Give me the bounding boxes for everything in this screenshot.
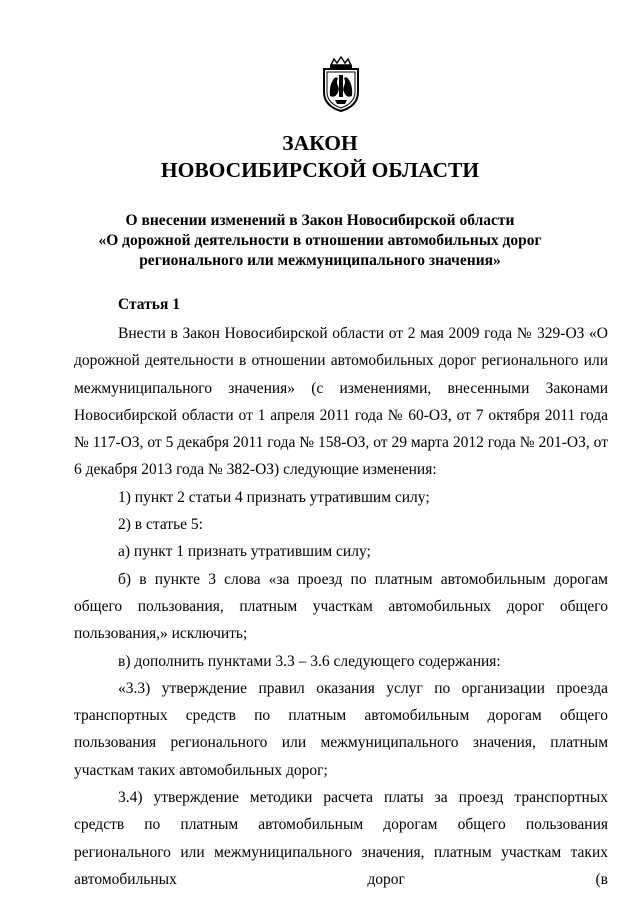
article-heading: Статья 1 [118,296,180,313]
law-subject-line1: О внесении изменений в Закон Новосибирской области [125,212,515,229]
document-title-line2: НОВОСИБИРСКОЙ ОБЛАСТИ [160,158,480,182]
document-title-line1: ЗАКОН [282,131,358,155]
article-body [74,320,608,893]
paragraph-item-3-3: «3.3) утверждение правил оказания услуг по организации проезда транспортных средств по платным автомобильным дорогам общего пользования регионального или межмуниципального значения, платным участкам таких автомобильных дорог; [74,679,608,779]
paragraph-item-1: 1) пункт 2 статьи 4 признать утратившим силу; [118,488,430,506]
law-subject-line2: «О дорожной деятельности в отношении автомобильных дорог [98,232,542,249]
paragraph-intro: Внести в Закон Новосибирской области от 2 мая 2009 года № 329-ОЗ «О дорожной деятельности в отношении автомобильных дорог регионального или межмуниципального значения» (с изменениями, внесенными Законами Новосибирской области от 1 апреля 2011 года № 60-ОЗ, от 7 октября 2011 года № 117-ОЗ, от 5 декабря 2011 года № 158-ОЗ, от 29 марта 2012 года № 201-ОЗ, от 6 декабря 2013 года № 382-ОЗ) следующие изменения: [74,325,608,479]
law-subject-line3: регионального или межмуниципального значения» [139,252,501,269]
paragraph-item-2: 2) в статье 5: [118,516,203,534]
paragraph-item-2v: в) дополнить пунктами 3.3 – 3.6 следующего содержания: [118,652,501,670]
paragraph-item-2b: б) в пункте 3 слова «за проезд по платным автомобильным дорогам общего пользования, платным участкам автомобильных дорог общего пользования,» исключить; [74,570,608,643]
paragraph-item-2a: а) пункт 1 признать утратившим силу; [118,543,371,561]
paragraph-item-3-4: 3.4) утверждение методики расчета платы за проезд транспортных средств по платным автомобильным дорогам общего пользования регионального или межмуниципального значения, платным участкам таких автомобильных дорог (в [74,789,608,888]
coat-of-arms-emblem [316,56,366,112]
